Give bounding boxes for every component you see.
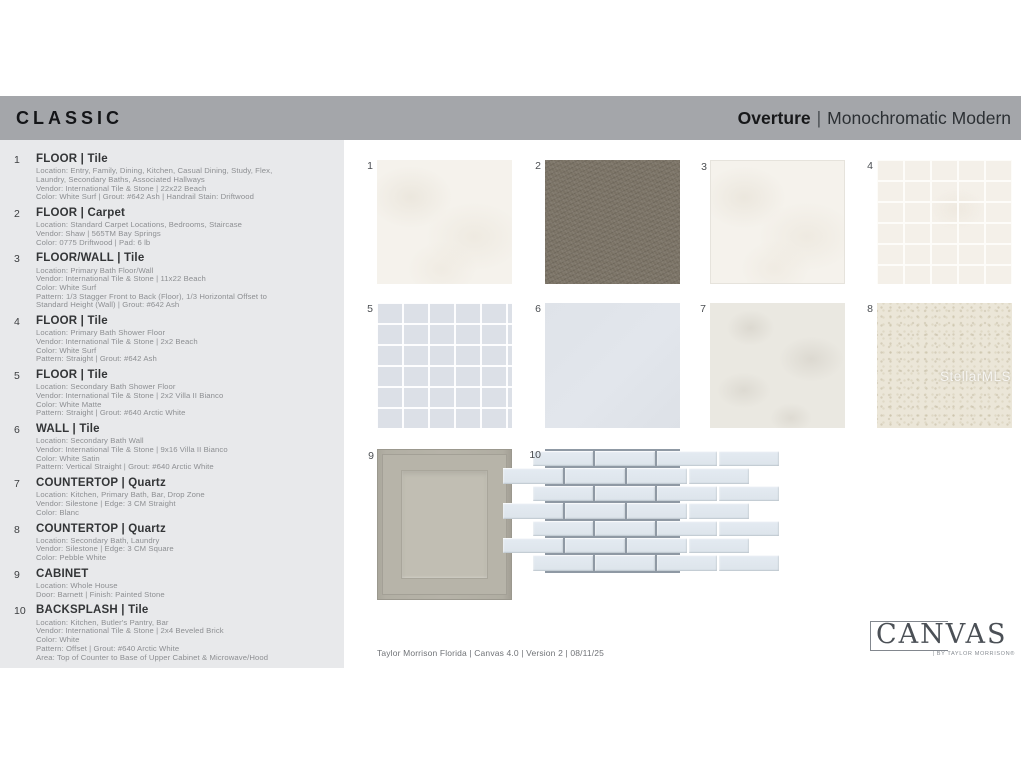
spec-detail-line: Color: 0775 Driftwood | Pad: 6 lb <box>36 237 151 247</box>
spec-item <box>14 477 334 517</box>
spec-number: 2 <box>14 208 20 221</box>
spec-body <box>36 523 174 563</box>
spec-detail-line: Area: Top of Counter to Base of Upper Cabinet & Microwave/Hood <box>36 652 269 662</box>
version-note: Taylor Morrison Florida | Canvas 4.0 | Version 2 | 08/11/25 <box>377 648 604 658</box>
spec-body <box>36 604 268 662</box>
spec-detail-line: Vendor: International Tile & Stone | 2x2 Beach <box>36 337 198 347</box>
style-name: Monochromatic Modern <box>827 107 1011 128</box>
spec-item <box>14 207 334 247</box>
spec-detail-line: Color: White <box>36 635 80 645</box>
spec-detail-line: Vendor: International Tile & Stone | 2x2 Villa II Bianco <box>36 391 224 401</box>
spec-title: COUNTERTOP | Quartz <box>36 522 166 535</box>
spec-detail-line: Vendor: Silestone | Edge: 3 CM Straight <box>36 499 176 509</box>
swatch-backsplash-brick <box>529 449 680 573</box>
swatch-number: 1 <box>367 160 373 172</box>
header-band <box>0 96 1021 140</box>
spec-title: FLOOR | Tile <box>36 153 108 165</box>
spec-item <box>14 315 334 364</box>
swatch-number: 10 <box>529 449 541 461</box>
swatch-carpet-driftwood <box>535 160 680 284</box>
spec-details <box>36 221 242 247</box>
spec-detail-line: Location: Entry, Family, Dining, Kitchen, Casual Dining, Study, Flex, <box>36 166 273 176</box>
spec-body <box>36 568 165 600</box>
swatch-bath-tile-beach <box>701 160 845 284</box>
spec-detail-line: Color: White Surf <box>36 345 97 355</box>
package-name: Overture <box>737 107 811 128</box>
spec-body <box>36 315 198 364</box>
spec-item <box>14 604 334 662</box>
spec-title: FLOOR | Carpet <box>36 207 126 220</box>
spec-body <box>36 369 223 418</box>
spec-title: FLOOR | Tile <box>36 369 108 382</box>
spec-detail-line: Color: White Satin <box>36 453 100 463</box>
spec-title: FLOOR | Tile <box>36 315 108 328</box>
spec-detail-line: Pattern: Offset | Grout: #640 Arctic White <box>36 643 180 653</box>
spec-body <box>36 252 267 310</box>
spec-item <box>14 523 334 563</box>
spec-detail-line: Location: Secondary Bath Shower Floor <box>36 382 176 392</box>
spec-detail-line: Location: Primary Bath Floor/Wall <box>36 265 154 275</box>
spec-detail-line: Location: Whole House <box>36 581 118 591</box>
swatch-number: 5 <box>367 303 373 315</box>
cabinet-door-frame <box>382 454 507 595</box>
spec-item <box>14 153 334 202</box>
spec-number: 6 <box>14 424 20 437</box>
spec-detail-line: Vendor: International Tile & Stone | 22x22 Beach <box>36 183 207 193</box>
brick-row <box>533 486 680 501</box>
swatch-mosaic-beach <box>867 160 1012 284</box>
spec-title: COUNTERTOP | Quartz <box>36 477 166 490</box>
logo-tagline: | BY TAYLOR MORRISON® <box>932 651 1015 657</box>
logo-text: CANVAS <box>876 619 1008 650</box>
spec-detail-line: Pattern: Straight | Grout: #640 Arctic White <box>36 408 186 418</box>
swatch-floor-tile-beach <box>367 160 512 284</box>
spec-detail-line: Location: Secondary Bath Wall <box>36 436 144 446</box>
canvas-logo <box>876 620 1016 657</box>
spec-list <box>0 140 344 668</box>
spec-detail-line: Laundry, Secondary Baths, Associated Hallways <box>36 174 205 184</box>
spec-detail-line: Color: Blanc <box>36 507 80 517</box>
swatch-number: 2 <box>535 160 541 172</box>
spec-detail-line: Vendor: International Tile & Stone | 2x4 Beveled Brick <box>36 626 224 636</box>
swatch-wall-tile-villa-bianco <box>535 303 680 428</box>
spec-detail-line: Vendor: Silestone | Edge: 3 CM Square <box>36 544 174 554</box>
swatch-number: 6 <box>535 303 541 315</box>
spec-detail-line: Vendor: International Tile & Stone | 11x22 Beach <box>36 274 206 284</box>
spec-detail-line: Color: White Matte <box>36 399 102 409</box>
spec-detail-line: Color: White Surf <box>36 282 97 292</box>
spec-body <box>36 423 228 472</box>
spec-detail-line: Door: Barnett | Finish: Painted Stone <box>36 589 165 599</box>
spec-title: FLOOR/WALL | Tile <box>36 252 145 265</box>
mls-watermark: StellarMLS <box>939 369 1011 384</box>
spec-item <box>14 369 334 418</box>
spec-item <box>14 252 334 310</box>
spec-number: 9 <box>14 568 20 581</box>
package-title <box>738 108 1011 129</box>
spec-detail-line: Location: Kitchen, Primary Bath, Bar, Drop Zone <box>36 490 205 500</box>
spec-details <box>36 619 268 663</box>
spec-details <box>36 437 228 472</box>
spec-detail-line: Pattern: 1/3 Stagger Front to Back (Floor), 1/3 Horizontal Offset to <box>36 291 267 301</box>
canvas-wordmark <box>876 620 1016 650</box>
spec-detail-line: Standard Height (Wall) | Grout: #642 Ash <box>36 300 180 310</box>
spec-title: WALL | Tile <box>36 423 100 436</box>
swatch-cabinet-door <box>368 449 512 600</box>
spec-details <box>36 491 205 517</box>
spec-number: 10 <box>14 605 26 618</box>
spec-detail-line: Location: Primary Bath Shower Floor <box>36 328 166 338</box>
spec-details <box>36 537 174 563</box>
collection-title: CLASSIC <box>16 107 124 128</box>
spec-details <box>36 167 272 202</box>
spec-body <box>36 207 242 247</box>
swatch-number: 8 <box>867 303 873 315</box>
brick-row <box>533 555 680 570</box>
title-separator: | <box>816 107 822 128</box>
spec-body <box>36 153 272 202</box>
spec-number: 4 <box>14 316 20 329</box>
brick-row <box>503 503 680 518</box>
spec-details <box>36 267 267 311</box>
spec-detail-line: Color: Pebble White <box>36 553 107 563</box>
spec-detail-line: Location: Standard Carpet Locations, Bedrooms, Staircase <box>36 220 243 230</box>
spec-details <box>36 329 198 364</box>
cabinet-door-panel <box>401 470 488 579</box>
spec-item <box>14 423 334 472</box>
spec-number: 7 <box>14 478 20 491</box>
spec-detail-line: Location: Kitchen, Butler's Pantry, Bar <box>36 617 169 627</box>
spec-item <box>14 568 334 600</box>
swatch-number: 7 <box>700 303 706 315</box>
spec-detail-line: Location: Secondary Bath, Laundry <box>36 535 160 545</box>
swatch-number: 4 <box>867 160 873 172</box>
logo-frame-decoration <box>870 621 948 651</box>
spec-details <box>36 582 165 599</box>
swatch-quartz-pebble-white <box>867 303 1012 428</box>
spec-number: 1 <box>14 154 20 166</box>
spec-detail-line: Pattern: Straight | Grout: #642 Ash <box>36 354 157 364</box>
spec-detail-line: Color: White Surf | Grout: #642 Ash | Handrail Stain: Driftwood <box>36 192 254 202</box>
spec-number: 3 <box>14 253 20 266</box>
spec-details <box>36 383 223 418</box>
spec-number: 8 <box>14 523 20 536</box>
swatch-mosaic-villa-bianco <box>367 303 512 428</box>
spec-title: CABINET <box>36 567 89 580</box>
brick-row <box>533 521 680 536</box>
spec-number: 5 <box>14 370 20 383</box>
swatch-quartz-blanc <box>700 303 845 428</box>
brick-row <box>503 538 680 553</box>
brick-row <box>533 451 680 466</box>
spec-detail-line: Pattern: Vertical Straight | Grout: #640 Arctic White <box>36 462 214 472</box>
spec-body <box>36 477 205 517</box>
spec-title: BACKSPLASH | Tile <box>36 604 149 617</box>
spec-detail-line: Vendor: International Tile & Stone | 9x16 Villa II Bianco <box>36 445 228 455</box>
swatch-number: 3 <box>701 161 707 173</box>
swatch-number: 9 <box>368 450 374 462</box>
brick-row <box>503 468 680 483</box>
spec-detail-line: Vendor: Shaw | 565TM Bay Springs <box>36 228 161 238</box>
